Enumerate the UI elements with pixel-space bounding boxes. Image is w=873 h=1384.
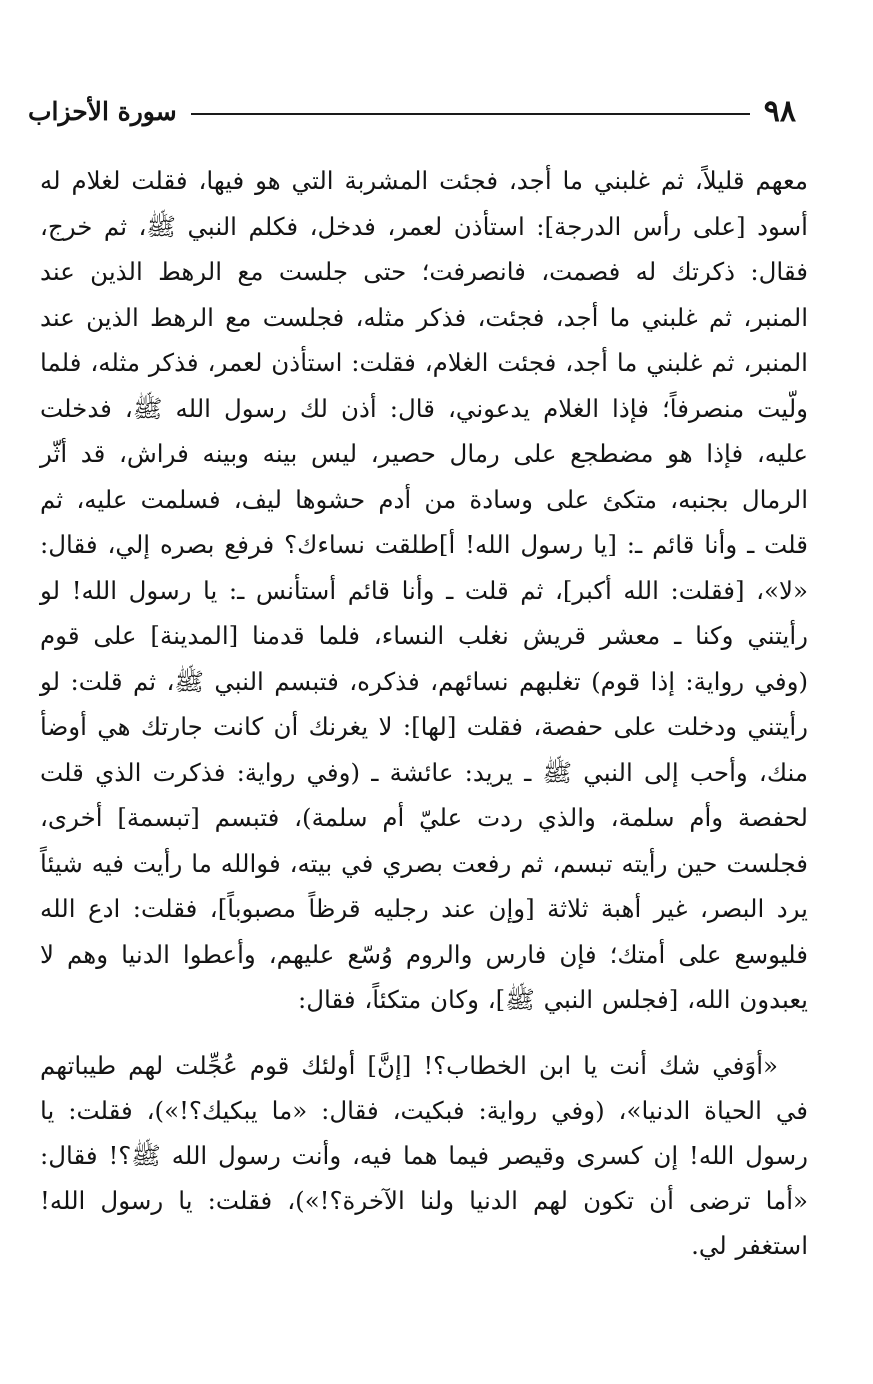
paragraph-main: معهم قليلاً، ثم غلبني ما أجد، فجئت المشربة التي هو فيها، فقلت لغلام له أسود [على رأس الدرجة]: استأذن لعمر، فدخل، فكلم النبي ﷺ، ثم خرج، فقال: ذكرتك له فصمت، فانصرفت؛ حتى جلست مع الرهط الذين عند المنبر، ثم غلبني ما أجد، فجئت، فذكر مثله، فجلست مع الرهط الذين عند المنبر، ثم غلبني ما أجد، فجئت الغلام، فقلت: استأذن لعمر، فذكر مثله، فلما ولّيت منصرفاً؛ فإذا الغلام يدعوني، قال: أذن لك رسول الله ﷺ، فدخلت عليه، فإذا هو مضطجع على رمال حصير، ليس بينه وبينه فراش، قد أثّر الرمال بجنبه، متكئ على وسادة من أدم حشوها ليف، فسلمت عليه، ثم قلت ـ وأنا قائم ـ: [يا رسول الله! أ]طلقت نساءك؟ فرفع بصره إلي، فقال: «لا»، [فقلت: الله أكبر]، ثم قلت ـ وأنا قائم أستأنس ـ: يا رسول الله! لو رأيتني وكنا ـ معشر قريش نغلب النساء، فلما قدمنا [المدينة] على قوم (وفي رواية: إذا قوم) تغلبهم نسائهم، فذكره، فتبسم النبي ﷺ، ثم قلت: لو رأيتني ودخلت على حفصة، فقلت [لها]: لا يغرنك أن كانت جارتك هي أوضأ منك، وأحب إلى النبي ﷺ ـ يريد: عائشة ـ (وفي رواية: فذكرت الذي قلت لحفصة وأم سلمة، والذي ردت عليّ أم سلمة)، فتبسم [تبسمة] أخرى، فجلست حين رأيته تبسم، ثم رفعت بصري في بيته، فوالله ما رأيت فيه شيئاً يرد البصر، غير أهبة ثلاثة [وإن عند رجليه قرظاً مصبوباً]، فقلت: ادع الله فليوسع على أمتك؛ فإن فارس والروم وُسّع عليهم، وأعطوا الدنيا وهم لا يعبدون الله، [فجلس النبي ﷺ]، وكان متكئاً، فقال: <box>40 166 808 1014</box>
surah-title: سورة الأحزاب <box>28 97 177 126</box>
body-text <box>40 158 808 1268</box>
paragraph-quote: «أوَفي شك أنت يا ابن الخطاب؟! [إنَّ] أولئك قوم عُجِّلت لهم طيباتهم في الحياة الدنيا»، (وفي رواية: فبكيت، فقال: «ما يبكيك؟!»)، فقلت: يا رسول الله! إن كسرى وقيصر فيما هما فيه، وأنت رسول الله ﷺ؟! فقال: «أما ترضى أن تكون لهم الدنيا ولنا الآخرة؟!»)، فقلت: يا رسول الله! استغفر لي. <box>40 1050 808 1260</box>
running-header <box>28 92 796 132</box>
page-number: ٩٨ <box>763 94 796 129</box>
header-rule <box>191 113 750 115</box>
